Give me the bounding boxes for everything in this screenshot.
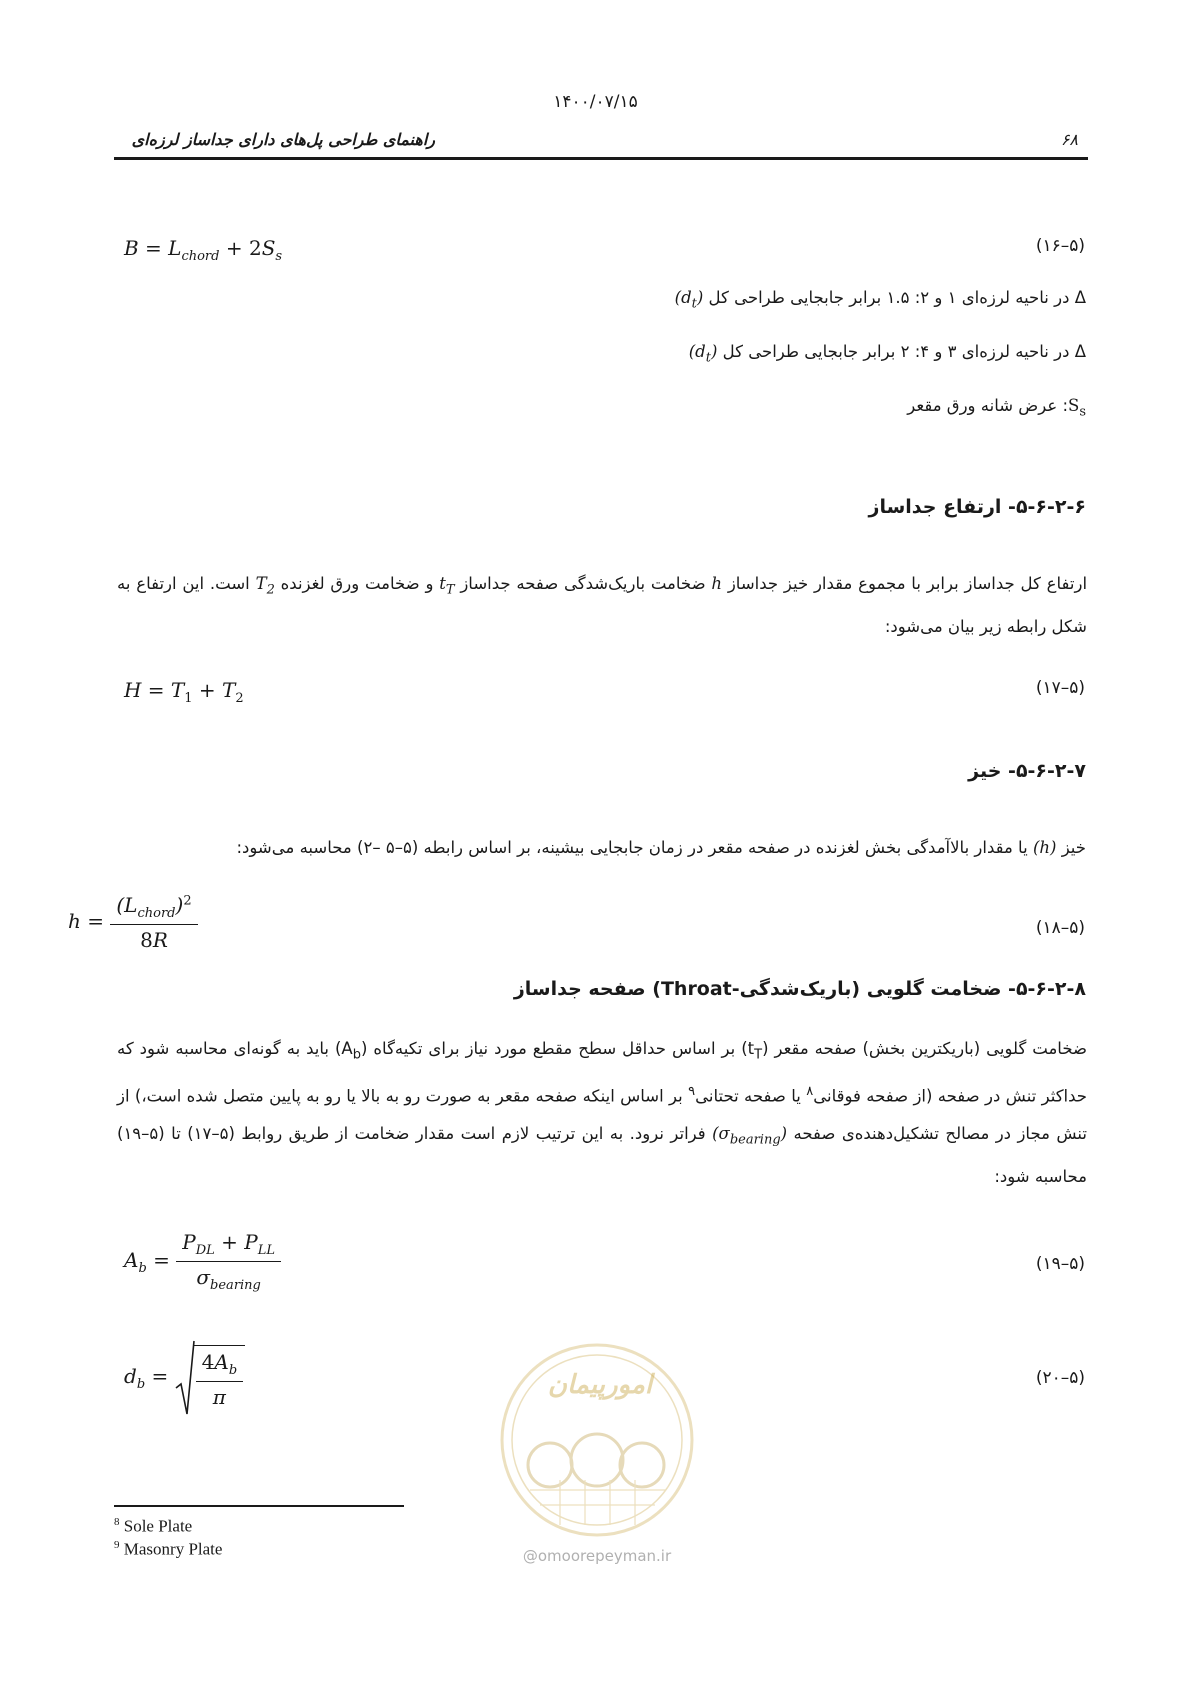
equation-17: $H = T_1 + T_2$ bbox=[124, 678, 244, 706]
equation-20-number: (۵–۲۰) bbox=[1035, 1368, 1085, 1388]
dt-symbol: $(d_t)$ bbox=[688, 342, 718, 366]
section-heading-rise: ۵-۶-۲-۷- خیز bbox=[968, 760, 1086, 782]
header-date: ۱۴۰۰/۰۷/۱۵ bbox=[553, 92, 638, 112]
footnote-9: $^9$ Masonry Plate bbox=[114, 1539, 223, 1559]
delta-symbol: Δ bbox=[1069, 342, 1086, 361]
footnote-8: $^8$ Sole Plate bbox=[114, 1516, 193, 1536]
equation-19-number: (۵–۱۹) bbox=[1035, 1254, 1085, 1274]
delta-note-zone12: Δ در ناحیه لرزه‌ای ۱ و ۲: ۱.۵ برابر جابجایی طراحی کل $(d_t)$ bbox=[674, 288, 1086, 312]
footnote-rule bbox=[114, 1505, 404, 1507]
equation-16: $B = L_{chord} + 2S_s$ bbox=[124, 236, 283, 264]
paragraph-rise: خیز (h) یا مقدار بالاآمدگی بخش لغزنده در صفحه مقعر در زمان جابجایی بیشینه، بر اساس رابطه (۵–۵ –۲) محاسبه می‌شود: bbox=[236, 838, 1086, 857]
watermark-url: @omoorepeyman.ir bbox=[522, 1547, 672, 1565]
equation-18: h = $\frac{(L_{chord})^2}{8R}$ bbox=[68, 893, 198, 952]
equation-18-number: (۵–۱۸) bbox=[1035, 918, 1085, 938]
header-rule bbox=[114, 157, 1088, 160]
dt-symbol: $(d_t)$ bbox=[674, 288, 704, 312]
equation-20: $d_b$ = $\frac{4A_b}{\pi}$ bbox=[124, 1340, 245, 1416]
delta-note-zone34: Δ در ناحیه لرزه‌ای ۳ و ۴: ۲ برابر جابجایی طراحی کل $(d_t)$ bbox=[688, 342, 1086, 366]
equation-17-number: (۵–۱۷) bbox=[1035, 678, 1085, 698]
equation-19: $A_b$ = $\frac{P_{DL} + P_{LL}}{\sigma_{bearing}}$ bbox=[124, 1230, 281, 1293]
paragraph-isolator-height: ارتفاع کل جداساز برابر با مجموع مقدار خیز جداساز h ضخامت باریک‌شدگی صفحه جداساز $t_T$ و ضخامت ورق لغزنده $T_2$ است. این ارتفاع به شکل رابطه زیر بیان می‌شود: bbox=[117, 574, 1088, 637]
section-heading-isolator-height: ۵-۶-۲-۶- ارتفاع جداساز bbox=[868, 496, 1086, 518]
header-title: راهنمای طراحی پل‌های دارای جداساز لرزه‌ای bbox=[131, 130, 435, 149]
watermark-logo-text: امورپیمان bbox=[547, 1370, 653, 1400]
equation-16-number: (۵–۱۶) bbox=[1035, 236, 1085, 256]
header-page-number: ۶۸ bbox=[1060, 130, 1078, 149]
ss-definition: $S_s$: عرض شانه ورق مقعر bbox=[907, 396, 1086, 420]
paragraph-throat: ضخامت گلویی (باریکترین بخش) صفحه مقعر $(t_T)$ بر اساس حداقل سطح مقطع مورد نیاز برای تکیه‌گاه $(A_b)$ باید به گونه‌ای محاسبه شود که حداکثر تنش در صفحه (از صفحه فوقانی$^۸$ یا صفحه تحتانی$^۹$ بر اساس اینکه صفحه مقعر به صورت رو به بالا یا رو به پایین متصل شده است،) از تنش مجاز در مصالح تشکیل‌دهنده‌ی صفحه $(\sigma_{bearing})$ فراتر نرود. به این ترتیب لازم است مقدار ضخامت از طریق روابط (۵–۱۷) تا (۵–۱۹) محاسبه شود: bbox=[117, 1039, 1087, 1187]
section-heading-throat: ۵-۶-۲-۸- ضخامت گلویی (باریک‌شدگی-Throat) صفحه جداساز bbox=[513, 978, 1086, 1000]
delta-symbol: Δ bbox=[1069, 288, 1086, 307]
ss-symbol: $S_s$ bbox=[1068, 396, 1086, 420]
sqrt-sign bbox=[175, 1340, 195, 1416]
